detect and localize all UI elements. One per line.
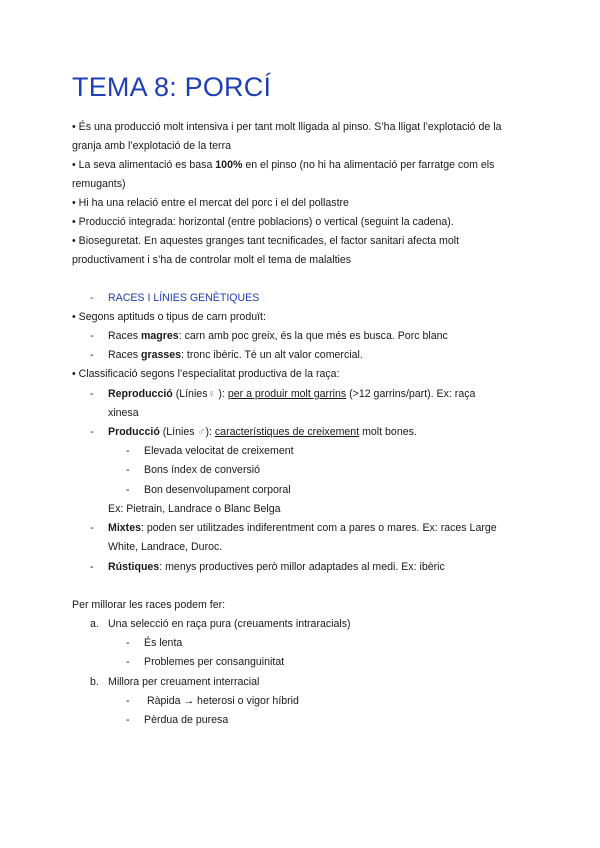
- intro-bullet-1-line-2: granja amb l’explotació de la terra: [72, 140, 231, 152]
- intro-bullet-3: • Hi ha una relació entre el mercat del porc i el del pollastre: [72, 197, 349, 209]
- intro-bullet-5-line-2: productivament i s’ha de controlar molt el tema de malalties: [72, 254, 352, 266]
- section-heading-dash: -: [90, 292, 94, 304]
- male-symbol-icon: ♂: [197, 426, 206, 438]
- aptitude-item-magres: Races magres: carn amb poc greix, és la que més es busca. Porc blanc: [108, 330, 448, 342]
- produccio-sub-1: Elevada velocitat de creixement: [144, 445, 294, 457]
- reproduccio-dash: -: [90, 388, 94, 400]
- reproduccio-line-2: xinesa: [108, 407, 139, 419]
- produccio-example: Ex: Pietrain, Landrace o Blanc Belga: [108, 503, 281, 515]
- classification-bullet: • Classificació segons l’especialitat productiva de la raça:: [72, 368, 340, 380]
- improve-b-sub-1: Ràpida → heterosi o vigor híbrid: [147, 695, 299, 707]
- page-title: TEMA 8: PORCÍ: [72, 72, 272, 102]
- improve-b-sub-2-dash: -: [126, 714, 130, 726]
- aptitude-item-1-dash: -: [90, 330, 94, 342]
- intro-bullet-4: • Producció integrada: horizontal (entre poblacions) o vertical (seguint la cadena).: [72, 216, 454, 228]
- produccio-sub-1-dash: -: [126, 445, 130, 457]
- improve-a-sub-2-dash: -: [126, 656, 130, 668]
- produccio-sub-2: Bons índex de conversió: [144, 464, 261, 476]
- improve-a-sub-2: Problemes per consanguinitat: [144, 656, 285, 668]
- improve-a-sub-1-dash: -: [126, 637, 130, 649]
- produccio-sub-3-dash: -: [126, 484, 130, 496]
- intro-bullet-5-line-1: • Bioseguretat. En aquestes granges tant tecnificades, el factor sanitari afecta molt: [72, 235, 460, 247]
- mixtes-dash: -: [90, 522, 94, 534]
- produccio-dash: -: [90, 426, 94, 438]
- produccio-sub-3: Bon desenvolupament corporal: [144, 484, 291, 496]
- rustiques-dash: -: [90, 561, 94, 573]
- section-heading: RACES I LÍNIES GENÈTIQUES: [108, 292, 260, 304]
- female-symbol-icon: ♀: [207, 388, 216, 400]
- aptitude-item-grasses: Races grasses: tronc ibèric. Té un alt valor comercial.: [108, 349, 363, 361]
- produccio-line: Producció (Línies ♂): característiques de creixement molt bones.: [108, 426, 417, 438]
- improve-b-sub-1-dash: -: [126, 695, 130, 707]
- improve-intro: Per millorar les races podem fer:: [72, 599, 226, 611]
- mixtes-line-2: White, Landrace, Duroc.: [108, 541, 223, 553]
- intro-bullet-2-line-1: • La seva alimentació es basa 100% en el pinso (no hi ha alimentació per farratge com els: [72, 159, 495, 171]
- improve-b-marker: b.: [90, 676, 99, 688]
- improve-b-sub-2: Pèrdua de puresa: [144, 714, 229, 726]
- intro-bullet-2-line-2: remugants): [72, 178, 126, 190]
- intro-bullet-1-line-1: • És una producció molt intensiva i per tant molt lligada al pinso. S’ha lligat l’explotació de la: [72, 121, 502, 133]
- aptitude-item-2-dash: -: [90, 349, 94, 361]
- improve-a-marker: a.: [90, 618, 99, 630]
- aptitude-bullet: • Segons aptituds o tipus de carn produït:: [72, 311, 266, 323]
- rustiques-line: Rústiques: menys productives però millor adaptades al medi. Ex: ibèric: [108, 561, 445, 573]
- produccio-sub-2-dash: -: [126, 464, 130, 476]
- improve-b-text: Millora per creuament interracial: [108, 676, 260, 688]
- improve-a-text: Una selecció en raça pura (creuaments intraracials): [108, 618, 351, 630]
- reproduccio-line-1: Reproducció (Línies♀ ): per a produir molt garrins (>12 garrins/part). Ex: raça: [108, 388, 476, 400]
- improve-a-sub-1: És lenta: [144, 637, 183, 649]
- mixtes-line-1: Mixtes: poden ser utilitzades indiferentment com a pares o mares. Ex: races Large: [108, 522, 497, 534]
